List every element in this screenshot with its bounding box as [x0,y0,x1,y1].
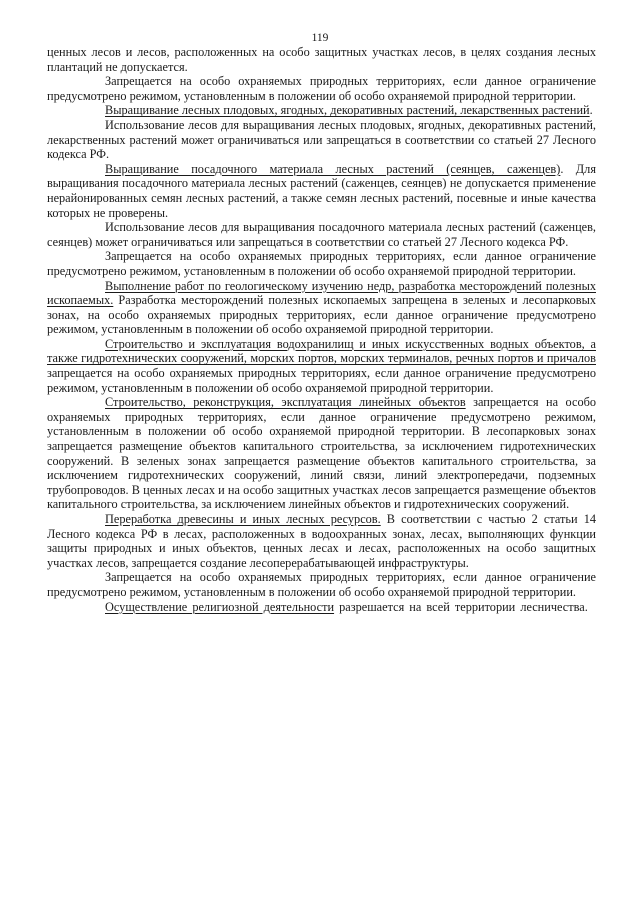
paragraph-text: запрещается на особо охраняемых природных территориях, если данное ограничение предусмотрено режимом, установленным в положении об особо охраняемой природной территории. В лесопарковых зонах запрещается размещение объектов капитального строительства, за исключением гидротехнических сооружений. В зеленых зонах запрещается размещение объектов капитального строительства, за исключением гидротехнических сооружений, линий связи, линий электропередачи, подземных трубопроводов. В ценных лесах и на особо защитных участках лесов запрещается размещение объектов капитального строительства, за исключением линейных объектов и гидротехнических сооружений. [47,395,596,512]
paragraph [47,279,596,337]
paragraph [47,570,596,599]
paragraph [47,600,596,615]
section-heading: Выращивание посадочного материала лесных растений (сеянцев, саженцев) [105,161,561,176]
section-heading: Переработка древесины и иных лесных ресурсов. [105,512,381,526]
paragraph [47,45,596,74]
paragraph-text: Разработка месторождений полезных ископаемых запрещена в зеленых и лесопарковых зонах, на особо охраняемых природных территориях, если данное ограничение предусмотрено режимом, установленным в положении об особо охраняемой природной территории. [47,293,596,337]
paragraph-text: Использование лесов для выращивания посадочного материала лесных растений (саженцев, сеянцев) может ограничиваться или запрещаться в соответствии со статьей 27 Лесного кодекса РФ. [47,220,596,249]
paragraph [47,337,596,395]
section-heading: Выполнение работ по геологическому изучению недр, разработка месторождений полезных ископаемых. [47,278,596,308]
section-heading: Осуществление религиозной деятельности [105,599,335,614]
paragraph-text: Использование лесов для выращивания лесных плодовых, ягодных, декоративных растений, лекарственных растений может ограничиваться или запрещаться в соответствии со статьей 27 Лесного кодекса РФ. [47,117,596,162]
section-heading: Строительство и эксплуатация водохранилищ и иных искусственных водных объектов, а также гидротехнических сооружений, морских портов, морских терминалов, речных портов и причалов [47,336,596,366]
paragraph-text: разрешается на всей территории лесничества. [334,599,588,614]
paragraph-text: . Для выращивания посадочного материала лесных растений (саженцев, сеянцев) не допускается применение нерайонированных семян лесных растений, а также семян лесных растений, посевные и иные качества которых не проверены. [47,161,596,220]
paragraph-text: ценных лесов и лесов, расположенных на особо защитных участках лесов, в целях создания лесных плантаций не допускается. [47,45,596,74]
paragraph [47,103,596,118]
paragraph [47,395,596,512]
paragraph-text: Запрещается на особо охраняемых природных территориях, если данное ограничение предусмотрено режимом, установленным в положении об особо охраняемой природной территории. [47,74,596,103]
paragraph [47,162,596,220]
document-body [47,45,596,614]
paragraph [47,220,596,249]
page-number: 119 [311,32,329,44]
paragraph [47,249,596,278]
paragraph [47,118,596,162]
paragraph-text: запрещается на особо охраняемых природных территориях, если данное ограничение предусмотрено режимом, установленным в положении об особо охраняемой природной территории. [47,366,596,395]
paragraph-text: Запрещается на особо охраняемых природных территориях, если данное ограничение предусмотрено режимом, установленным в положении об особо охраняемой природной территории. [47,570,596,599]
paragraph [47,74,596,103]
section-heading: Строительство, реконструкция, эксплуатация линейных объектов [105,395,466,410]
section-heading: Выращивание лесных плодовых, ягодных, декоративных растений, лекарственных растений [105,103,590,118]
paragraph-text: . [589,103,593,118]
paragraph-text: В соответствии с частью 2 статьи 14 Лесного кодекса РФ в лесах, расположенных в водоохранных зонах, лесах, выполняющих функции защиты природных и иных объектов, ценных лесах и лесах, расположенных на особо защитных участках лесов, запрещается создание лесоперерабатывающей инфраструктуры. [47,512,597,570]
paragraph [47,512,596,570]
paragraph-text: Запрещается на особо охраняемых природных территориях, если данное ограничение предусмотрено режимом, установленным в положении об особо охраняемой природной территории. [47,249,596,278]
